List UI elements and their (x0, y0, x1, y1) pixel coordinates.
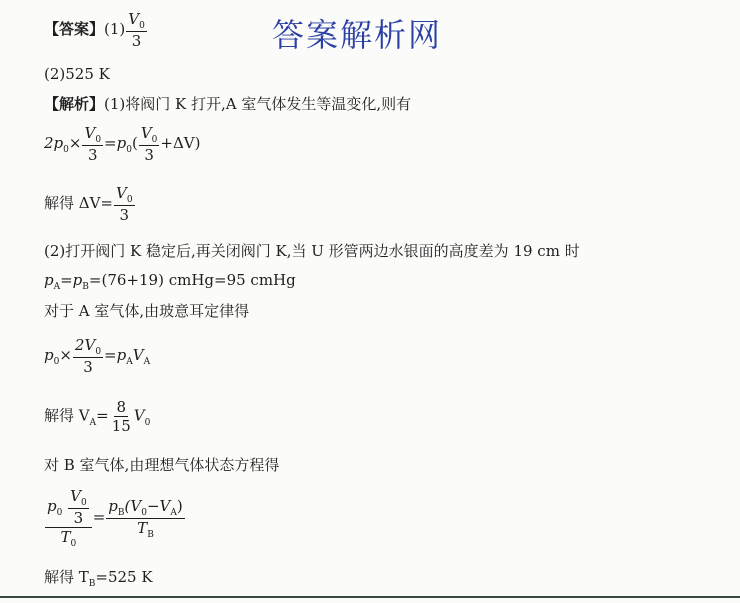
solution-2: 解得 $V_A=$ $\frac{8}{15}$ $V_0$ (44, 398, 151, 435)
answer-part2: (2)525 K (44, 65, 110, 83)
room-a-intro: 对于 A 室气体,由玻意耳定律得 (44, 302, 250, 320)
equation-2: $p_0\times$ $\frac{2V_0}{3}$ $=p_AV_A$ (44, 336, 151, 376)
answer-part1 (44, 10, 148, 50)
equation-3: $p_0$ $\frac{V_0}{3}$ $T_0$ = $\frac{p_B(V_0-V_A)}{T_B}$ (47, 487, 183, 549)
analysis-label: 【解析】 (44, 95, 105, 113)
pressure-equation: $p_A=p_B=(76+19)$ cmHg=95 cmHg (44, 271, 296, 292)
analysis-intro: 【解析】(1)将阀门 K 打开,A 室气体发生等温变化,则有 (44, 95, 412, 113)
answer-part1-prefix: (1) (104, 20, 126, 38)
answer-part1-fraction: $\frac{V_0}{3}$ (128, 10, 145, 50)
answer-label: 【答案】 (44, 20, 105, 38)
solution-3: 解得 $T_B=525$ K (44, 568, 153, 589)
solution-1: 解得 ΔV= $\frac{V_0}{3}$ (44, 184, 133, 224)
bottom-divider (0, 596, 740, 598)
watermark-logo: 答案解析网 (272, 16, 443, 54)
part2-intro: (2)打开阀门 K 稳定后,再关闭阀门 K,当 U 形管两边水银面的高度差为 19 cm 时 (44, 242, 580, 260)
room-b-intro: 对 B 室气体,由理想气体状态方程得 (44, 456, 280, 474)
equation-1: $2p_0\times$ $\frac{V_0}{3}$ $=p_0$( $\frac{V_0}{3}$ +ΔV) (44, 124, 201, 164)
